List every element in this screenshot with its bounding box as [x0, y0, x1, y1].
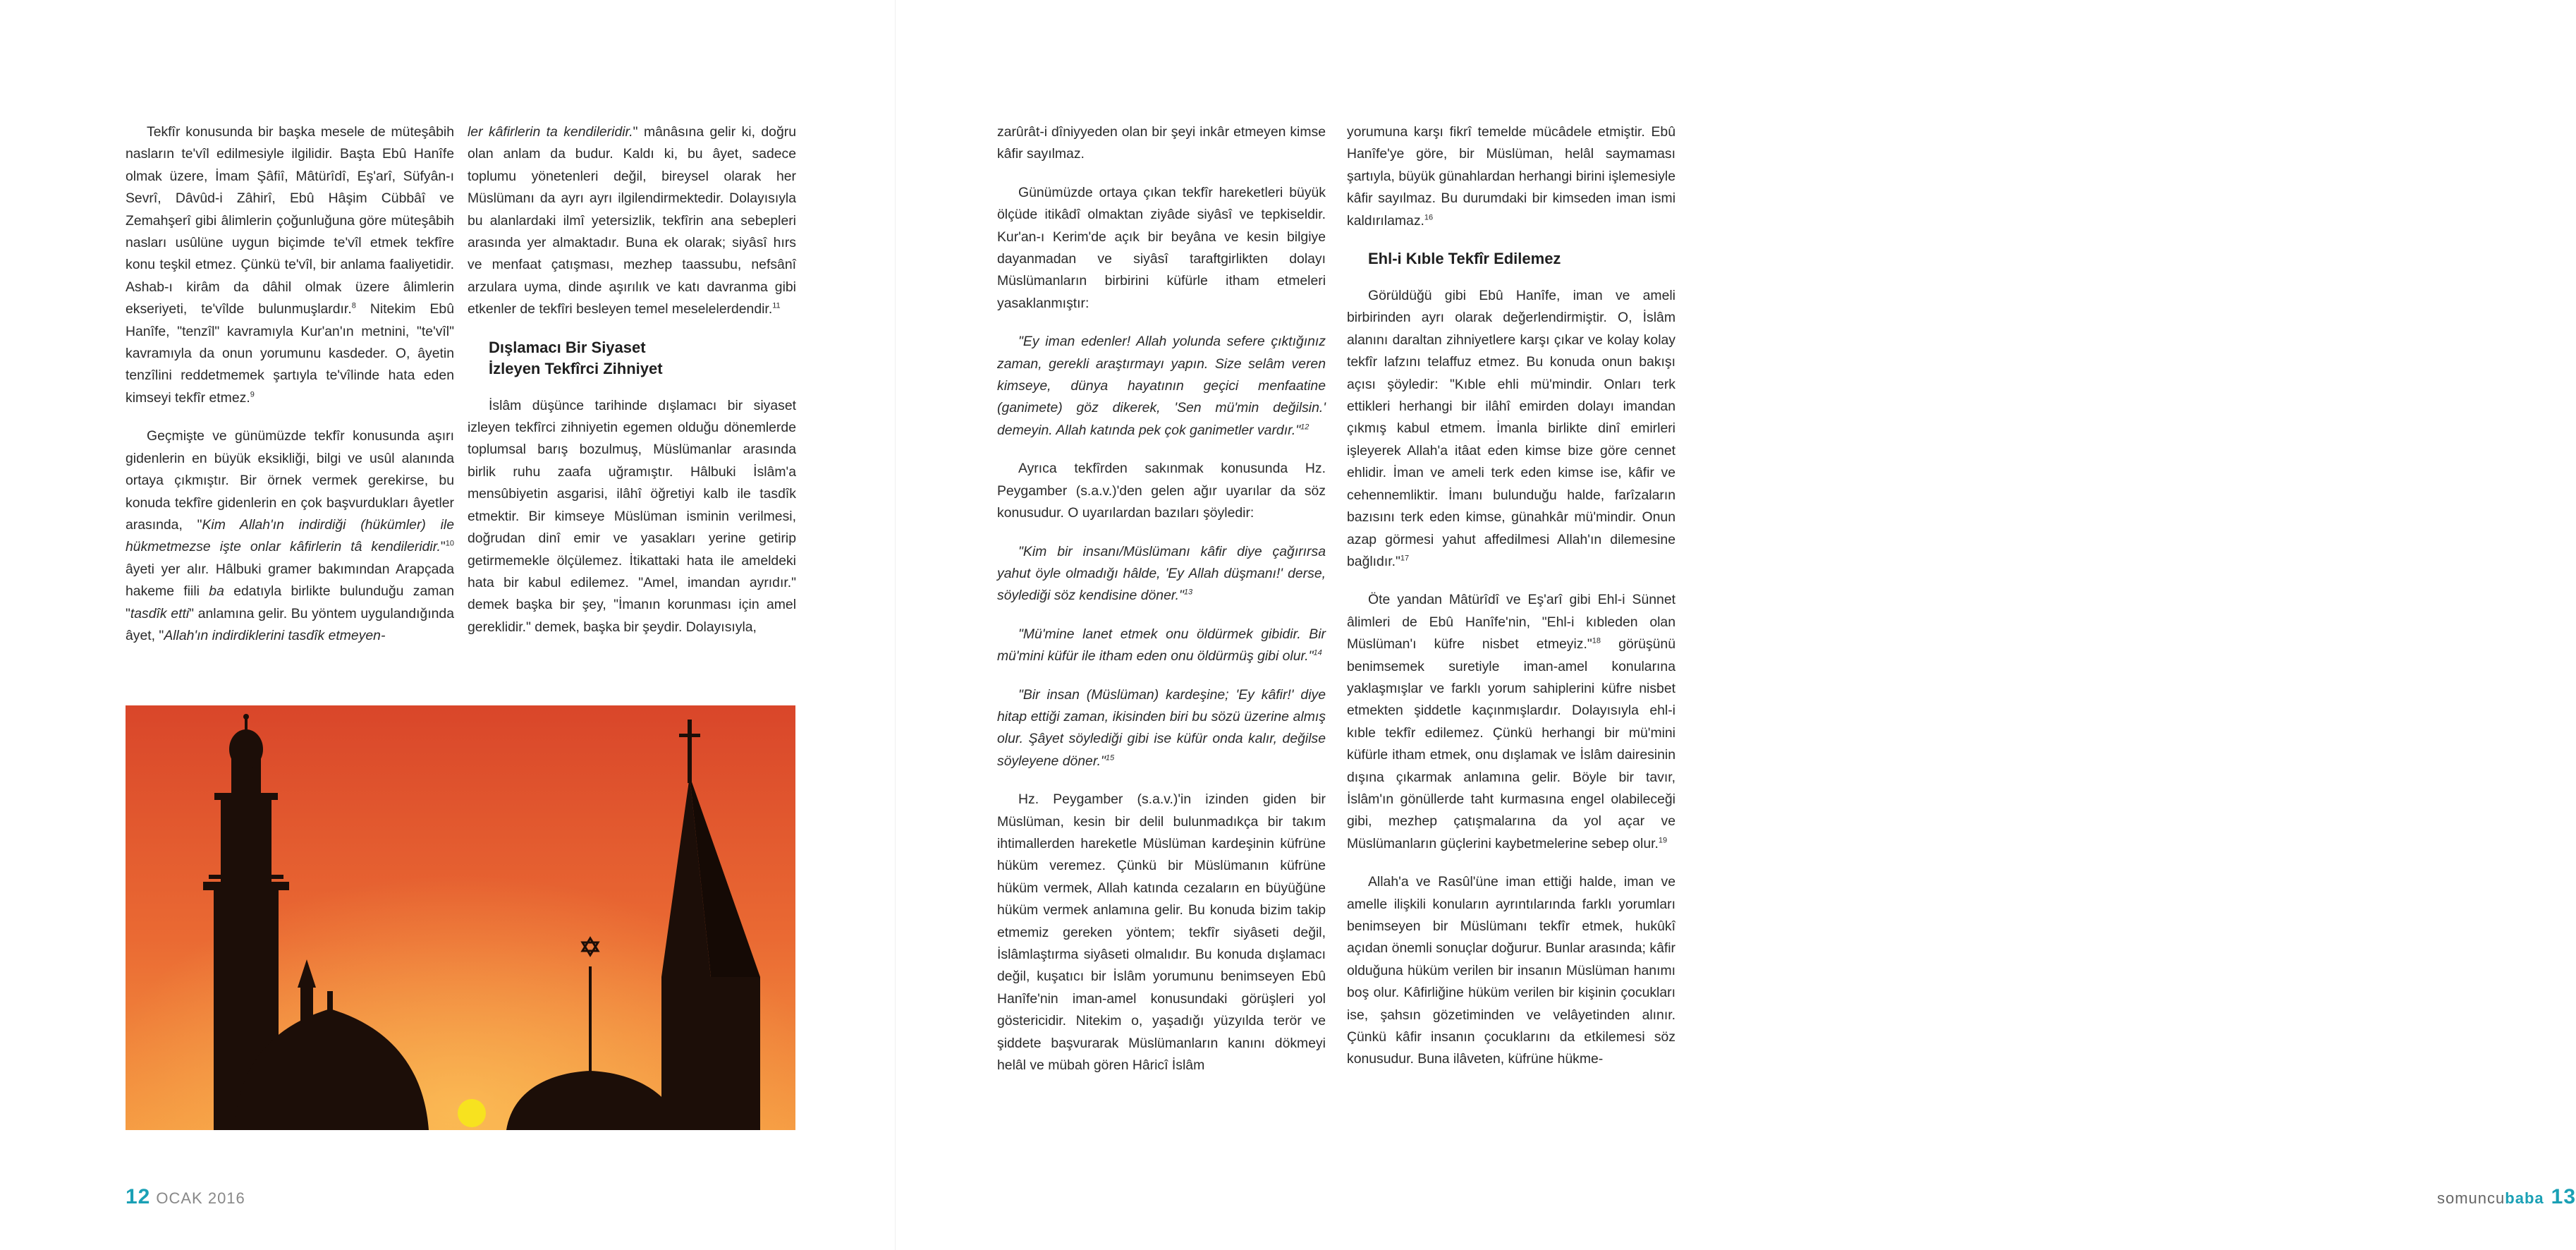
footnote-ref: 17 — [1400, 554, 1410, 563]
paragraph — [1347, 285, 1675, 573]
text: " mânâsına gelir ki, doğru olan anlam da budur. Kaldı ki, bu âyet, sadece toplumu yönetenleri değil, bireysel olarak her Müslümanı da ayrı ayrı ilgilendirmektedir. Dolayısıyla bu alanlardaki ilmî yetersizlik, tekfîrin ana sebepleri arasında yer almaktadır. Buna ek olarak; siyâsî hırs ve menfaat çatışması, mezhep taassubu, nefsânî arzulara uyma, dinde aşırılık ve katı davranma gibi etkenler de tekfîri besleyen temel meselelerdendir. — [468, 124, 796, 317]
right-footer — [2437, 1185, 2576, 1209]
skyline-photo — [126, 705, 795, 1130]
footnote-ref: 14 — [1313, 648, 1322, 657]
text: " — [440, 539, 446, 555]
quote-paragraph — [997, 684, 1326, 773]
issue-date: OCAK 2016 — [156, 1189, 245, 1207]
left-page — [0, 0, 895, 1250]
paragraph — [126, 121, 454, 409]
left-footer — [126, 1185, 245, 1209]
quote-text: "Bir insan (Müslüman) kardeşine; 'Ey kâfir!' diye hitap ettiği zaman, ikisinden biri bu sözü üzerine almış olur. Şâyet söylediği gibi ise küfür onda kalır, değilse söyleyene döner." — [997, 686, 1326, 769]
italic-text: ba — [209, 583, 224, 600]
paragraph: İslâm düşünce tarihinde dışlamacı bir siyaset izleyen tekfîrci zihniyetin egemen olduğu dönemlerde toplumsal barış bozulmuş, Müslümanlar arasında birlik ruhu zaafa uğramıştır. Hâlbuki İslâm'a mensûbiyetin asgarisi, ilâhî öğretiyi kalb ile tasdîk etmektir. Bir kimseye Müslüman isminin verilmesi, doğrudan dinî emir ve yasakları yerine getirip getirmemekle ölçülemez. İtikattaki hata ile ameldeki hata bir kabul edilemez. "Amel, imandan ayrıdır." demek başka bir şey, "İmanın korunması için amel gereklidir." demek, başka bir şeydir. Dolayısıyla, — [468, 397, 796, 635]
footnote-ref: 12 — [1300, 423, 1310, 432]
quote-text: Allah'ın indirdiklerini tasdîk etmeyen- — [164, 627, 386, 643]
column-2 — [468, 121, 796, 655]
quote-paragraph — [997, 541, 1326, 607]
column-4 — [1347, 121, 1675, 1087]
quote-text: "Kim bir insanı/Müslümanı kâfir diye çağırırsa yahut öyle olmadığı hâlde, 'Ey Allah düşmanı!' derse, söylediği söz kendisine döner." — [997, 543, 1326, 604]
heading-line: İzleyen Tekfîrci Zihniyet — [489, 359, 663, 377]
footnote-ref: 15 — [1105, 753, 1115, 763]
paragraph: Hz. Peygamber (s.a.v.)'in izinden giden bir Müslüman, kesin bir delil bulunmadıkça bir takım ihtimallerden hareketle Müslüman kardeşinin küfrüne hüküm veremez. Çünkü bir Müslümanın küfrüne hüküm vermek, Allah katında cezaların en büyüğüne hüküm vermek anlamına gelir. Bu konuda bizim takip etmemiz gereken yöntem; tekfîr siyâseti değil, İslâmlaştırma siyâseti olmalıdır. Bu konuda dışlamacı değil, kuşatıcı bir İslâm yorumunu benimseyen Ebû Hanîfe'nin iman-amel konusundaki görüşleri yol göstericidir. Nitekim o, yaşadığı yüzyılda terör ve şiddete başvurarak Müslümanların kanını dökmeyi helâl ve mübah gören Hâricî İslâm — [997, 791, 1326, 1074]
page-number: 13 — [2551, 1185, 2576, 1208]
paragraph — [1347, 589, 1675, 855]
sunset-skyline-illustration — [126, 705, 795, 1130]
quote-text: ler kâfirlerin ta kendileridir. — [468, 124, 633, 140]
column-3 — [997, 121, 1326, 1093]
quote-text: "Mü'mine lanet etmek onu öldürmek gibidir. Bir mü'mini küfür ile itham eden onu öldürmüş gibi olur." — [997, 626, 1326, 665]
quote-text: "Ey iman edenler! Allah yolunda sefere çıktığınız zaman, gerekli araştırmayı yapın. Size selâm veren kimseye, dünya hayatının geçici menfaatine (ganimete) göz dikerek, 'Sen mü'min değilsin.' demeyin. Allah katında pek çok ganimetler vardır." — [997, 334, 1326, 438]
paragraph — [126, 425, 454, 647]
text: Geçmişte ve günümüzde tekfîr konusunda aşırı gidenlerin en büyük eksikliği, bilgi ve usûl alanında ortaya çıkmıştır. Bir örnek vermek gerekirse, bu konuda tekfîre gidenlerin en çok başvurdukları âyetler arasında, " — [126, 428, 454, 533]
footnote-ref: 10 — [445, 539, 454, 548]
footnote-ref: 11 — [772, 301, 781, 310]
footnote-ref: 13 — [1183, 588, 1193, 597]
paragraph — [1347, 121, 1675, 232]
text: " anlamına gelir. Bu yöntem uygulandığında âyet, " — [126, 605, 454, 643]
footnote-ref: 18 — [1592, 636, 1601, 645]
paragraph — [468, 121, 796, 321]
text: Nitekim Ebû Hanîfe, "tenzîl" kavramıyla Kur'an'ın metnini, "te'vîl" kavramıyla da onun yorumunu kasdeder. O, âyetin tenzîlini reddetmemek şartıyla te'vîlinde hata eden kimseyi tekfîr etmez. — [126, 301, 455, 406]
text: edatıyla birlikte bulunduğu zaman " — [126, 583, 454, 621]
brand-name: somuncu — [2437, 1189, 2505, 1207]
quote-paragraph — [997, 331, 1326, 442]
section-heading — [489, 337, 796, 380]
text: Görüldüğü gibi Ebû Hanîfe, iman ve ameli birbirinden ayrı olarak değerlendirmiştir. O, İslâm alanını daraltan zihniyetlere karşı çıkar ve kolay kolay tekfîr lafzını telaffuz etmez. Bu konuda onun bakışı açısı şöyledir: "Kıble ehli mü'mindir. Onları terk ettikleri herhangi bir ilâhî emirden dolayı imandan çıkmış kabul etmem. İmanla birlikte dinî emirleri işleyerek Allah'a itâat eden kimse bize göre cennet ehlidir. İman ve ameli terk eden kimse ise, kâfir ve cehennemliktir. İmanı bulunduğu halde, farîzaların bazısını terk eden kimse, günahkâr mü'mindir. Onun azap görmesi yahut affedilmesi Allah'ın dilemesine bağlıdır." — [1347, 288, 1675, 569]
text: Öte yandan Mâtürîdî ve Eş'arî gibi Ehl-i Sünnet âlimleri de Ebû Hanîfe'nin, "Ehl-i kıbleden olan Müslüman'ı küfre nisbet etmeyiz." — [1347, 592, 1675, 653]
page-number: 12 — [126, 1185, 151, 1208]
paragraph: zarûrât-i dîniyyeden olan bir şeyi inkâr etmeyen kimse kâfir sayılmaz. — [997, 124, 1326, 162]
paragraph: Günümüzde ortaya çıkan tekfîr hareketleri büyük ölçüde itikâdî olmaktan ziyâde siyâsî ve tepkiseldir. Kur'an-ı Kerim'de açık bir beyâna ve kesin bilgiye dayanmadan ve siyâsî taraftgirlikten dolayı Müslümanların birbirini küfürle itham etmeleri yasaklanmıştır: — [997, 184, 1326, 311]
text: görüşünü benimsemek suretiyle iman-amel konularına yaklaşmışlar ve farklı yorum sahiplerini küfre nisbet etmekten şiddetle kaçınmışlardır. Dolayısıyla ehl-i kıble tekfîr edilemez. Çünkü herhangi bir mü'mini küfürle itham etmek, onu dışlamak ve İslâm dairesinin dışına çıkarmak anlamına gelir. Böyle bir tavır, İslâm'ın gönüllerde taht kurmasına engel olabileceği gibi, mezhep çatışmalarına da yol açar ve Müslümanların güçlerini kaybetmelerine sebep olur. — [1347, 636, 1675, 851]
right-page — [896, 0, 2576, 1250]
italic-text: tasdîk etti — [130, 605, 190, 621]
quote-text: Kim Allah'ın indirdiği (hükümler) ile hükmetmezse işte onlar kâfirlerin tâ kendileridir. — [126, 516, 455, 555]
text: yorumuna karşı fikrî temelde mücâdele etmiştir. Ebû Hanîfe'ye göre, bir Müslüman, helâl saymaması şartıyla, büyük günahlardan herhangi birini işlemesiyle kâfir sayılmaz. Bu durumdaki bir kimseden iman ismi kaldırılamaz. — [1347, 124, 1675, 229]
paragraph: Allah'a ve Rasûl'üne iman ettiği halde, iman ve amelle ilişkili konuların ayrıntılarında farklı yorumları benimseyen bir Müslümanı tekfîr etmek, hukûkî açıdan önemli sonuçlar doğurur. Bunlar arasında; kâfir olduğuna hüküm verilen bir insanın Müslüman hanımı boş olur. Kâfirliğine hüküm verilen bir kişinin çocukları ise, şahsın gözetiminden ve velâyetinden alınır. Çünkü kâfir insanın çocuklarını da etkilemesi söz konusudur. Buna ilâveten, küfrüne hükme- — [1347, 874, 1675, 1067]
footnote-ref: 16 — [1424, 213, 1434, 222]
paragraph: Ayrıca tekfîrden sakınmak konusunda Hz. Peygamber (s.a.v.)'den gelen ağır uyarılar da söz konusudur. O uyarılardan bazıları şöyledir: — [997, 461, 1326, 521]
heading-line: Dışlamacı Bir Siyaset — [489, 338, 646, 356]
footnote-ref: 19 — [1658, 836, 1668, 845]
quote-paragraph — [997, 624, 1326, 668]
sun — [458, 1099, 486, 1127]
section-heading: Ehl-i Kıble Tekfîr Edilemez — [1368, 250, 1561, 268]
text: âyeti yer alır. Hâlbuki gramer bakımından Arapçada hakeme fiili — [126, 561, 454, 600]
footnote-ref: 9 — [250, 390, 255, 399]
text: Tekfîr konusunda bir başka mesele de müteşâbih nasların te'vîl edilmesiyle ilgilidir. Başta Ebû Hanîfe olmak üzere, İmam Şâfiî, Mâtürîdî, Eş'arî, Süfyân-ı Sevrî, Dâvûd-i Zâhirî, Ebû Hâşim Cübbâî ve Zemahşerî gibi âlimlerin çoğunluğuna göre müteşâbih nasları usûlüne uygun biçimde te'vîl etmek tekfîre konu teşkil etmez. Çünkü te'vîl, bir anlama faaliyetidir. Ashab-ı kirâm da dâhil olmak üzere âlimlerin ekseriyeti, te'vîlde bulunmuşlardır. — [126, 124, 454, 317]
brand-name: baba — [2505, 1189, 2544, 1207]
footnote-ref: 8 — [351, 301, 356, 310]
column-1 — [126, 121, 454, 663]
